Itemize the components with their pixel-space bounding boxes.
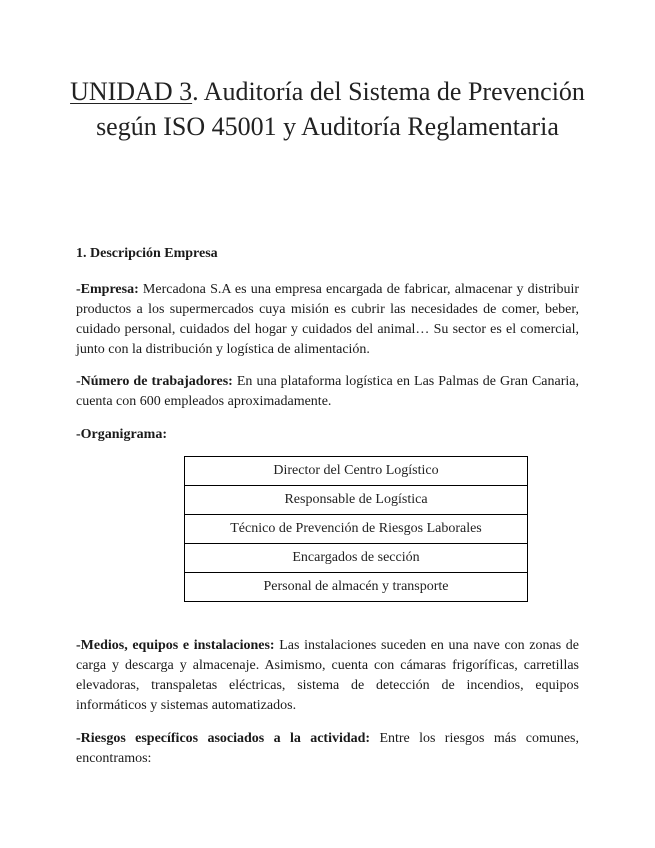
org-chart-cell: Encargados de sección [185,544,528,573]
title-unit: UNIDAD 3 [70,77,193,106]
equipment-label: -Medios, equipos e instalaciones: [76,638,275,653]
risks-label: -Riesgos específicos asociados a la actividad: [76,731,371,746]
org-chart-cell: Responsable de Logística [185,486,528,515]
table-row [185,457,528,486]
table-row [185,573,528,602]
section-heading: 1. Descripción Empresa [76,246,218,261]
table-row [185,544,528,573]
empresa-text: Mercadona S.A es una empresa encargada de fabricar, almacenar y distribuir productos a los supermercados cuya misión es cubrir las necesidades de comer, beber, cuidado personal, cuidados del hogar y cuidados del animal… Su sector es el comercial, junto con la distribución y logística de alimentación. [76,282,579,357]
org-chart-cell: Personal de almacén y transporte [185,573,528,602]
org-chart-table [184,456,528,602]
equipment-paragraph [76,636,579,716]
org-chart-cell: Técnico de Prevención de Riesgos Laborales [185,515,528,544]
table-row [185,486,528,515]
title-text: . Auditoría del Sistema de Prevención según ISO 45001 y Auditoría Reglamentaria [96,77,585,141]
risks-text: Entre los riesgos más comunes, encontramos: [76,731,579,766]
org-chart-label: -Organigrama: [76,427,167,442]
workers-label: -Número de trabajadores: [76,374,233,389]
table-row [185,515,528,544]
org-chart-cell: Director del Centro Logístico [185,457,528,486]
workers-paragraph [76,372,579,412]
equipment-text: Las instalaciones suceden en una nave con zonas de carga y descarga y almacenaje. Asimismo, cuenta con cámaras frigoríficas, carretillas elevadoras, transpaletas eléctricas, sistema de detección de incendios, equipos informáticos y sistemas automatizados. [76,638,579,713]
empresa-paragraph [76,280,579,360]
document-title [60,74,595,144]
org-chart-paragraph [76,425,579,445]
risks-paragraph [76,729,579,769]
empresa-label: -Empresa: [76,282,139,297]
workers-text: En una plataforma logística en Las Palmas de Gran Canaria, cuenta con 600 empleados aproximadamente. [76,374,580,409]
